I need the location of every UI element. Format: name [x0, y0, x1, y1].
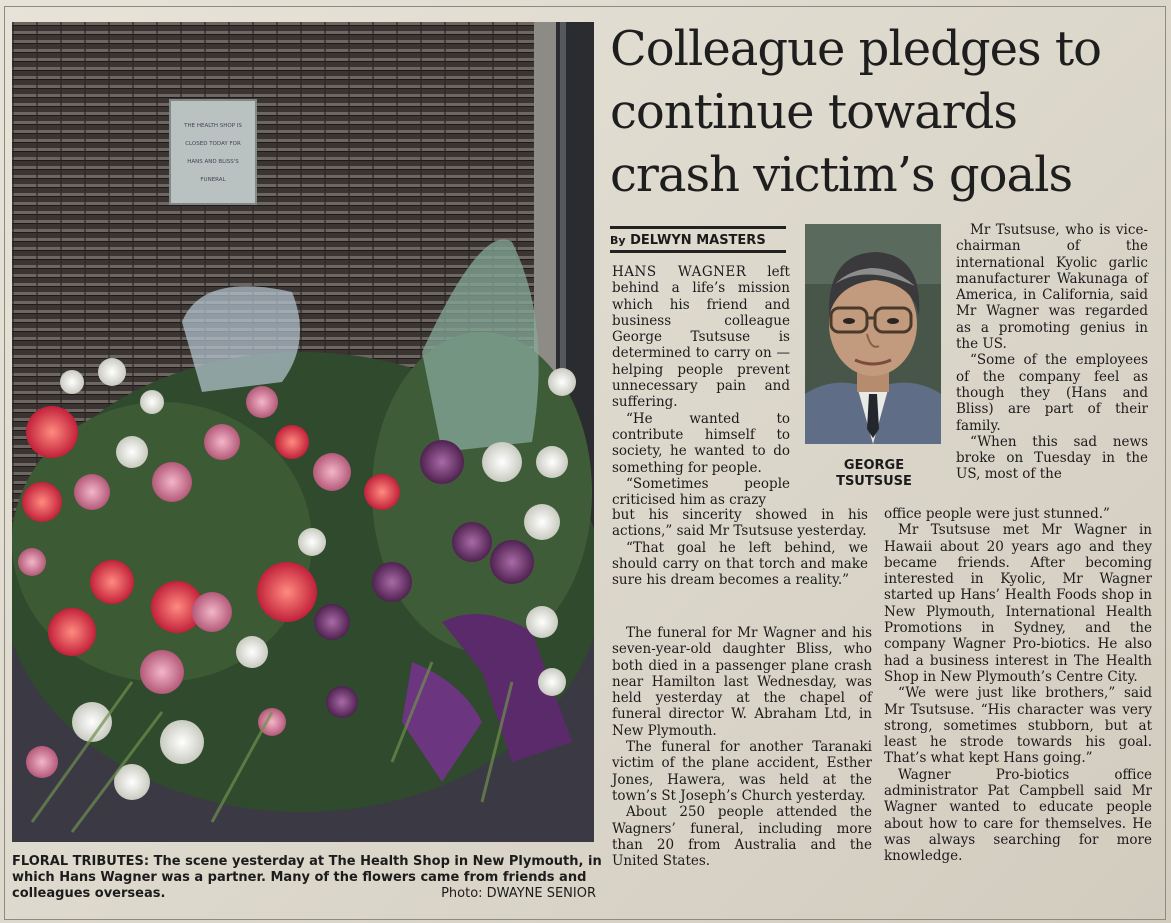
headline-line-3: crash victim’s goals — [610, 147, 1073, 203]
portrait-label-line1: GEORGE — [843, 458, 905, 473]
paragraph-10a: “When this sad news broke on Tuesday in the US, most of the — [956, 433, 1148, 483]
headline — [610, 18, 1160, 207]
shop-sign-line1: THE HEALTH SHOP IS — [184, 123, 242, 129]
paragraph-12: “We were just like brothers,” said Mr Tsutsuse. “His character was very strong, sometimes stubborn, but at least he strode towards his goal. That’s what kept Hans going.” — [884, 685, 1152, 767]
paragraph-7: About 250 people attended the Wagners’ funeral, including more than 20 from Australia and the United States. — [612, 804, 872, 870]
photo-caption — [12, 854, 602, 902]
paragraph-6: The funeral for another Taranaki victim of the plane accident, Esther Jones, Hawera, was held at the town’s St Joseph’s Church yesterday. — [612, 739, 872, 804]
paragraph-11: Mr Tsutsuse met Mr Wagner in Hawaii about 20 years ago and they became friends. After becoming interested in Kyolic, Mr Wagner started up Hans’ Health Foods shop in New Plymouth, International Health Promotions in Sydney, and the company Wagner Pro-biotics. He also had a business interest in The Health Shop in New Plymouth’s Centre City. — [884, 522, 1152, 685]
floral-tribute-photo — [12, 22, 594, 842]
paragraph-1 — [612, 264, 790, 411]
byline-by: By — [610, 234, 626, 247]
shop-sign-line2: CLOSED TODAY FOR — [185, 141, 241, 147]
headline-line-1: Colleague pledges to — [610, 21, 1102, 77]
article-column-1 — [612, 264, 790, 508]
paragraph-5: The funeral for Mr Wagner and his seven-year-old daughter Bliss, who both died in a passenger plane crash near Hamilton last Wednesday, was held yesterday at the chapel of funeral director W. Abraham Ltd, in New Plymouth. — [612, 625, 872, 739]
article-column-1-wide — [612, 473, 868, 588]
paragraph-3a: “Sometimes people criticised him as crazy — [612, 475, 790, 509]
shop-sign-line3: HANS AND BLISS'S — [187, 159, 239, 165]
headline-line-2: continue towards — [610, 84, 1018, 140]
byline-author: DELWYN MASTERS — [630, 233, 766, 248]
caption-lead: FLORAL TRIBUTES: — [12, 854, 150, 869]
paragraph-10b: office people were just stunned.” — [884, 506, 1110, 522]
photo-credit: Photo: DWAYNE SENIOR — [441, 886, 596, 901]
paragraph-8: Mr Tsutsuse, who is vice-chairman of the international Kyolic garlic manufacturer Wakunaga of America, in California, said Mr Wagner was regarded as a promoting genius in the US. — [956, 222, 1148, 353]
byline — [610, 226, 786, 253]
portrait-label-line2: TSUTSUSE — [836, 474, 912, 489]
paragraph-3b: but his sincerity showed in his actions,” said Mr Tsutsuse yesterday. — [612, 507, 868, 540]
article-column-2 — [956, 222, 1148, 483]
shop-sign-line4: FUNERAL — [200, 177, 226, 183]
paragraph-1-text: left behind a life’s mission which his friend and business colleague George Tsutsuse is determined to carry on — helping people prevent unnecessary pain and suffering. — [612, 264, 790, 411]
article-column-2-lower — [884, 490, 1152, 865]
paragraph-13: Wagner Pro-biotics office administrator Pat Campbell said Mr Wagner wanted to educate people about how to care for themselves. He was always searching for more knowledge. — [884, 766, 1152, 865]
portrait-photo — [805, 224, 941, 444]
paragraph-2: “He wanted to contribute himself to society, he wanted to do something for people. — [612, 410, 790, 476]
paragraph-4: “That goal he left behind, we should carry on that torch and make sure his dream becomes a reality.” — [612, 539, 868, 589]
paragraph-9: “Some of the employees of the company feel as though they (Hans and Bliss) are part of their family. — [956, 352, 1148, 434]
article-column-1-lower — [612, 625, 872, 869]
caption-text: The scene yesterday at The Health Shop in New Plymouth, in which Hans Wagner was a partner. Many of the flowers came from friends and colleagues overseas. — [12, 854, 602, 901]
paragraph-1-lead: HANS WAGNER — [612, 264, 747, 280]
